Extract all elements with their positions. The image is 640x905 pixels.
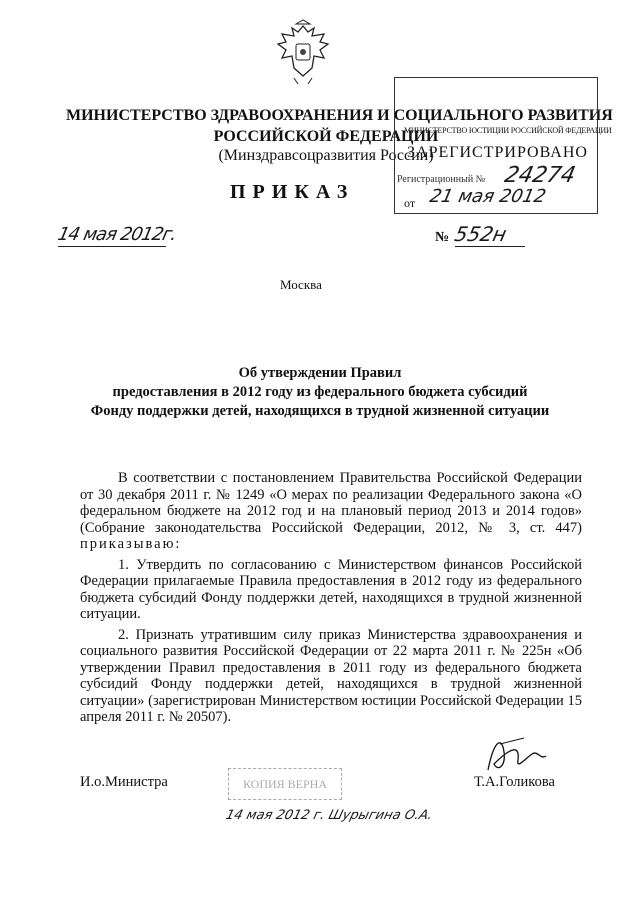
handwritten-note: 14 мая 2012 г. Шурыгина О.А. bbox=[224, 808, 434, 823]
number-underline bbox=[455, 246, 525, 247]
number-prefix: № bbox=[435, 230, 450, 245]
stamp-reg-no-label: Регистрационный № bbox=[397, 174, 486, 185]
stamp-from-label: от bbox=[404, 196, 416, 210]
title-line1: Об утверждении Правил bbox=[238, 365, 402, 381]
preamble-text: В соответствии с постановлением Правительства Российской Федерации от 30 декабря 2011 г. № 1249 «О мерах по реализации Федерального закона «О федеральном бюджете на 2012 год и на плановый период 2013 и 2014 годов» (Собрание законодательства Российской Федерации, 2012, № 3, ст. 447) bbox=[80, 470, 582, 536]
document-type: ПРИКАЗ bbox=[230, 181, 355, 203]
title-line3: Фонду поддержки детей, находящихся в трудной жизненной ситуации bbox=[90, 403, 550, 419]
city: Москва bbox=[280, 277, 322, 292]
order-word: приказываю: bbox=[80, 536, 182, 552]
ministry-name-line2: РОССИЙСКОЙ ФЕДЕРАЦИИ bbox=[213, 128, 439, 145]
preamble-paragraph bbox=[80, 470, 582, 553]
copy-stamp: КОПИЯ ВЕРНА bbox=[228, 768, 342, 800]
ministry-short-name: (Минздравсоцразвития России) bbox=[218, 147, 434, 164]
document-body bbox=[80, 470, 582, 730]
coat-of-arms-icon bbox=[272, 18, 334, 88]
stamp-reg-no: 24274 bbox=[502, 163, 578, 188]
order-date: 14 мая 2012г. bbox=[55, 224, 179, 245]
title-line2: предоставления в 2012 году из федерального бюджета субсидий bbox=[112, 384, 528, 400]
signatory-name: Т.А.Голикова bbox=[474, 774, 555, 790]
stamp-ministry: МИНИСТЕРСТВО ЮСТИЦИИ РОССИЙСКОЙ ФЕДЕРАЦИИ bbox=[404, 126, 612, 135]
item-2: 2. Признать утратившим силу приказ Министерства здравоохранения и социального развития Российской Федерации от 22 марта 2011 г. № 225н «Об утверждении Правил предоставления в 2011 году из федерального бюджета субсидий Фонду поддержки детей, находящихся в трудной жизненной ситуации» (зарегистрирован Министерством юстиции Российской Федерации 15 апреля 2011 г. № 20507). bbox=[80, 626, 582, 725]
signature-icon bbox=[480, 730, 550, 778]
ministry-name-line1: МИНИСТЕРСТВО ЗДРАВООХРАНЕНИЯ И СОЦИАЛЬНОГО РАЗВИТИЯ bbox=[66, 107, 613, 124]
order-number: 552н bbox=[452, 222, 509, 246]
date-underline bbox=[58, 246, 166, 247]
signatory-position: И.о.Министра bbox=[80, 774, 168, 790]
item-1: 1. Утвердить по согласованию с Министерством финансов Российской Федерации прилагаемые Правила предоставления в 2012 году из федерального бюджета субсидий Фонду поддержки детей, находящихся в трудной жизненной ситуации. bbox=[80, 556, 582, 622]
stamp-date: 21 мая 2012 bbox=[427, 186, 548, 207]
stamp-registered: ЗАРЕГИСТРИРОВАНО bbox=[407, 144, 588, 161]
